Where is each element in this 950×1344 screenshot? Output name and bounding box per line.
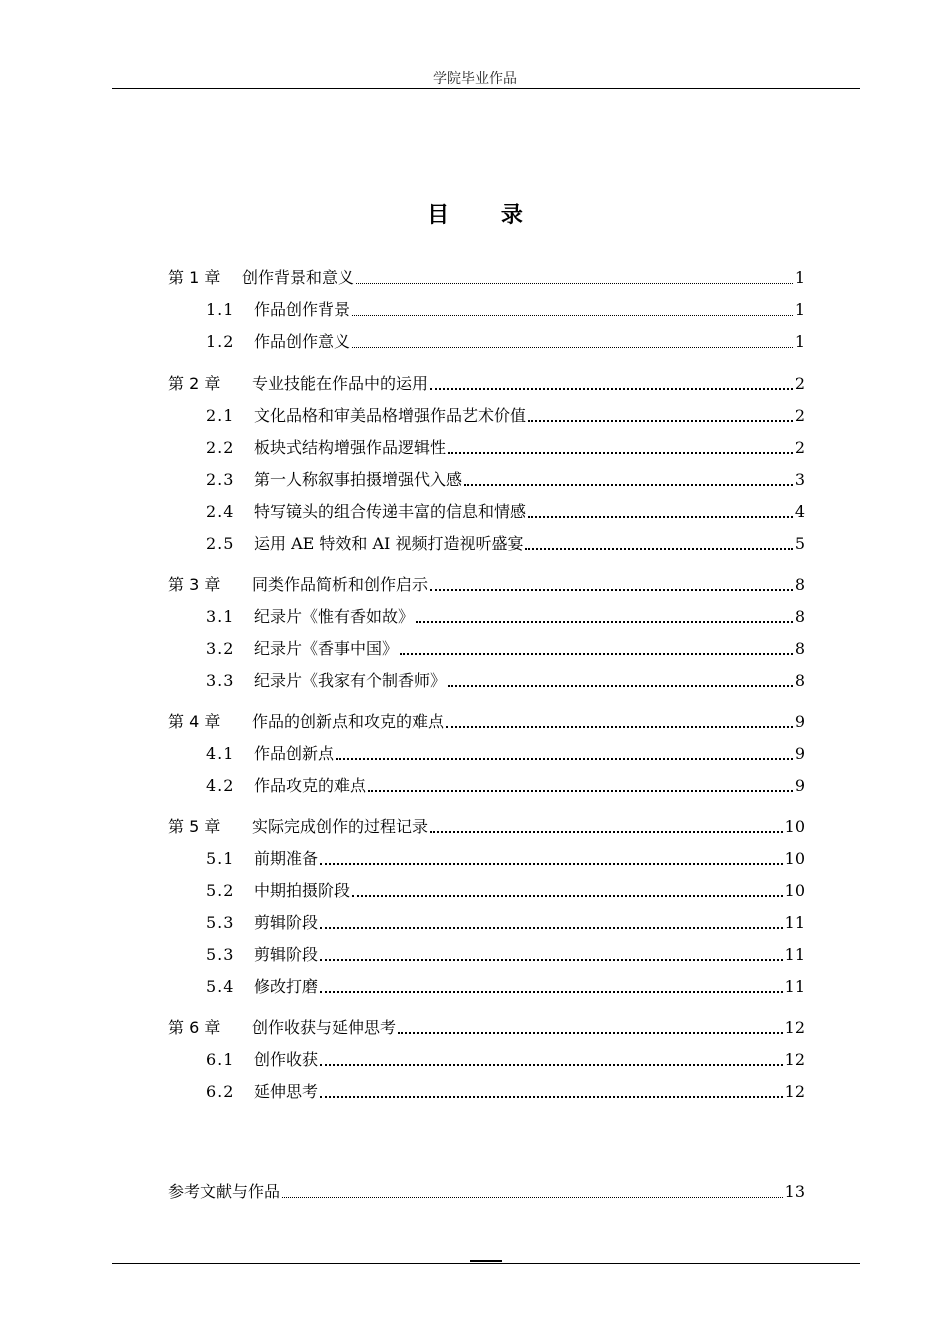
page-number: 9 <box>794 712 805 731</box>
toc-section-6-2[interactable] <box>206 1081 805 1103</box>
section-number: 2.5 <box>206 534 235 553</box>
toc-section-2-3[interactable] <box>206 469 805 491</box>
chapter-title: 作品的创新点和攻克的难点 <box>252 712 445 731</box>
section-number: 4.2 <box>206 776 235 795</box>
dot-leader <box>320 863 783 865</box>
section-title: 中期拍摄阶段 <box>254 881 351 900</box>
toc-chapter-1[interactable] <box>168 267 805 289</box>
references-title: 参考文献与作品 <box>168 1182 281 1201</box>
page-number: 11 <box>784 945 805 964</box>
dot-leader <box>446 726 793 728</box>
chapter-number: 第 4 章 <box>168 712 221 731</box>
section-number: 5.1 <box>206 849 235 868</box>
toc-section-1-2[interactable] <box>206 331 805 353</box>
page-number: 8 <box>794 607 805 626</box>
dot-leader <box>320 927 783 929</box>
toc-section-3-2[interactable] <box>206 638 805 660</box>
toc-section-5-2[interactable] <box>206 880 805 902</box>
section-title: 创作收获 <box>254 1050 319 1069</box>
section-title: 运用 AE 特效和 AI 视频打造视听盛宴 <box>254 534 524 553</box>
page-number: 8 <box>794 639 805 658</box>
toc-section-3-1[interactable] <box>206 606 805 628</box>
section-title: 纪录片《香事中国》 <box>254 639 399 658</box>
page-number: 10 <box>784 817 805 836</box>
toc-chapter-5[interactable] <box>168 816 805 838</box>
toc-references[interactable] <box>168 1181 805 1203</box>
dot-leader <box>352 315 793 316</box>
toc-chapter-6[interactable] <box>168 1017 805 1039</box>
toc-section-3-3[interactable] <box>206 670 805 692</box>
dot-leader <box>430 589 793 591</box>
section-number: 6.2 <box>206 1082 235 1101</box>
page-number: 2 <box>794 406 805 425</box>
toc-section-4-2[interactable] <box>206 775 805 797</box>
page-number: 1 <box>794 268 805 287</box>
section-number: 5.2 <box>206 881 235 900</box>
toc-chapter-2[interactable] <box>168 373 805 395</box>
section-number: 2.1 <box>206 406 235 425</box>
page-number: 10 <box>784 881 805 900</box>
page-number: 11 <box>784 913 805 932</box>
toc-section-5-3[interactable] <box>206 912 805 934</box>
page-number: 13 <box>784 1182 805 1201</box>
dot-leader <box>398 1032 783 1034</box>
section-title: 延伸思考 <box>254 1082 319 1101</box>
section-number: 2.3 <box>206 470 235 489</box>
page-header-title: 学院毕业作品 <box>433 71 517 87</box>
page-number: 3 <box>794 470 805 489</box>
section-title: 作品攻克的难点 <box>254 776 367 795</box>
page-number: 12 <box>784 1082 805 1101</box>
chapter-title: 创作背景和意义 <box>242 268 355 287</box>
section-number: 3.1 <box>206 607 235 626</box>
page-number: 5 <box>794 534 805 553</box>
chapter-title: 创作收获与延伸思考 <box>252 1018 397 1037</box>
page-number: 12 <box>784 1050 805 1069</box>
page-number: 9 <box>794 776 805 795</box>
section-number: 4.1 <box>206 744 235 763</box>
section-number: 2.2 <box>206 438 235 457</box>
chapter-number: 第 2 章 <box>168 374 221 393</box>
dot-leader <box>448 685 793 687</box>
toc-chapter-4[interactable] <box>168 711 805 733</box>
chapter-number: 第 6 章 <box>168 1018 221 1037</box>
dot-leader <box>430 388 793 390</box>
toc-section-1-1[interactable] <box>206 299 805 321</box>
page-number: 10 <box>784 849 805 868</box>
section-title: 纪录片《惟有香如故》 <box>254 607 415 626</box>
toc-section-2-4[interactable] <box>206 501 805 523</box>
dot-leader <box>448 452 793 454</box>
toc-section-4-1[interactable] <box>206 743 805 765</box>
dot-leader <box>368 790 793 792</box>
dot-leader <box>528 516 793 518</box>
page-number: 11 <box>784 977 805 996</box>
page-number: 2 <box>794 374 805 393</box>
toc-section-5-4[interactable] <box>206 976 805 998</box>
toc-chapter-3[interactable] <box>168 574 805 596</box>
toc-section-2-1[interactable] <box>206 405 805 427</box>
page-number: 9 <box>794 744 805 763</box>
page-number: 2 <box>794 438 805 457</box>
chapter-title: 实际完成创作的过程记录 <box>252 817 429 836</box>
dot-leader <box>320 1096 783 1098</box>
page-number: 4 <box>794 502 805 521</box>
section-number: 3.3 <box>206 671 235 690</box>
toc-section-5-1[interactable] <box>206 848 805 870</box>
page-number: 1 <box>794 332 805 351</box>
section-title: 作品创新点 <box>254 744 335 763</box>
dot-leader <box>320 991 783 993</box>
page-number: 8 <box>794 575 805 594</box>
chapter-number: 第 1 章 <box>168 268 221 287</box>
section-title: 板块式结构增强作品逻辑性 <box>254 438 447 457</box>
dot-leader <box>400 653 793 655</box>
section-title: 剪辑阶段 <box>254 945 319 964</box>
footer-divider <box>112 1263 860 1264</box>
page-number: 12 <box>784 1018 805 1037</box>
section-title: 纪录片《我家有个制香师》 <box>254 671 447 690</box>
footer-mark <box>470 1260 502 1262</box>
chapter-number: 第 3 章 <box>168 575 221 594</box>
chapter-number: 第 5 章 <box>168 817 221 836</box>
section-number: 1.2 <box>206 332 235 351</box>
toc-section-2-2[interactable] <box>206 437 805 459</box>
section-title: 前期准备 <box>254 849 319 868</box>
dot-leader <box>320 1064 783 1066</box>
dot-leader <box>430 831 783 833</box>
section-number: 5.3 <box>206 913 235 932</box>
dot-leader <box>356 283 793 284</box>
section-number: 5.3 <box>206 945 235 964</box>
section-title: 作品创作背景 <box>254 300 351 319</box>
dot-leader <box>352 895 783 897</box>
section-title: 修改打磨 <box>254 977 319 996</box>
section-number: 3.2 <box>206 639 235 658</box>
toc-section-6-1[interactable] <box>206 1049 805 1071</box>
section-title: 特写镜头的组合传递丰富的信息和情感 <box>254 502 527 521</box>
dot-leader <box>320 959 783 961</box>
section-title: 文化品格和审美品格增强作品艺术价值 <box>254 406 527 425</box>
dot-leader <box>464 484 793 486</box>
page-number: 8 <box>794 671 805 690</box>
dot-leader <box>282 1197 783 1198</box>
dot-leader <box>336 758 793 760</box>
section-title: 第一人称叙事拍摄增强代入感 <box>254 470 463 489</box>
toc-section-2-5[interactable] <box>206 533 805 555</box>
section-number: 1.1 <box>206 300 235 319</box>
dot-leader <box>352 347 793 348</box>
section-number: 6.1 <box>206 1050 235 1069</box>
section-title: 作品创作意义 <box>254 332 351 351</box>
header-divider <box>112 88 860 89</box>
toc-section-5-3-duplicate[interactable] <box>206 944 805 966</box>
dot-leader <box>525 548 792 550</box>
section-number: 5.4 <box>206 977 235 996</box>
toc-title: 目 录 <box>427 203 545 228</box>
section-number: 2.4 <box>206 502 235 521</box>
page-number: 1 <box>794 300 805 319</box>
chapter-title: 同类作品简析和创作启示 <box>252 575 429 594</box>
section-title: 剪辑阶段 <box>254 913 319 932</box>
chapter-title: 专业技能在作品中的运用 <box>252 374 429 393</box>
dot-leader <box>416 621 793 623</box>
dot-leader <box>528 420 793 422</box>
